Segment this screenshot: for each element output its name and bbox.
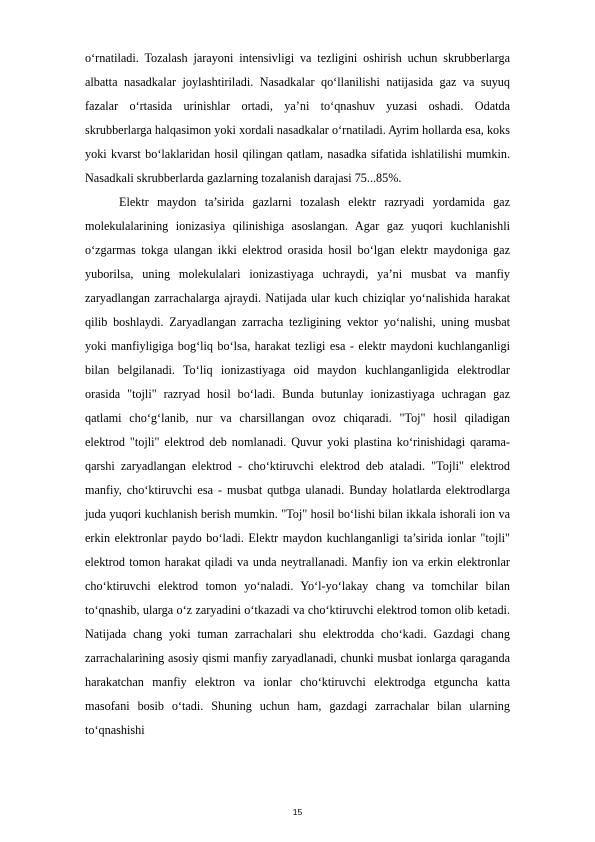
paragraph-continuation: o‘rnatiladi. Tozalash jarayoni intensivligi va tezligini oshirish uchun skrubberlarga albatta nasadkalar joylashtiriladi. Nasadkalar qo‘llanilishi natijasida gaz va suyuq fazalar o‘rtasida urinishlar ortadi, ya’ni to‘qnashuv yuzasi oshadi. Odatda skrubberlarga halqasimon yoki xordali nasadkalar o‘rnatiladi. Ayrim hollarda esa, koks yoki kvarst bo‘laklaridan hosil qilingan qatlam, nasadka sifatida ishlatilishi mumkin. Nasadkali skrubberlarda gazlarning tozalanish darajasi 75...85%. (85, 51, 510, 185)
page-number: 15 (292, 807, 303, 817)
paragraph-electric-field-cleaning: Elektr maydon ta’sirida gazlarni tozalash elektr razryadi yordamida gaz molekulalarining ionizasiya qilinishiga asoslangan. Agar gaz yuqori kuchlanishli o‘zgarmas tokga ulangan ikki elektrod orasida hosil bo‘lgan elektr maydoniga gaz yuborilsa, uning molekulalari ionizastiyaga uchraydi, ya’ni musbat va manfiy zaryadlangan zarrachalarga ajraydi. Natijada ular kuch chiziqlar yo‘nalishida harakat qilib boshlaydi. Zaryadlangan zarracha tezligining vektor yo‘nalishi, uning musbat yoki manfiyligiga bog‘liq bo‘lsa, harakat tezligi esa - elektr maydoni kuchlanganligi bilan belgilanadi. To‘liq ionizastiyaga oid maydon kuchlanganligida elektrodlar orasida "tojli" razryad hosil bo‘ladi. Bunda butunlay ionizastiyaga uchragan gaz qatlami cho‘g‘lanib, nur va charsillangan ovoz chiqaradi. "Toj" hosil qiladigan elektrod "tojli" elektrod deb nomlanadi. Quvur yoki plastina ko‘rinishidagi qarama-qarshi zaryadlangan elektrod - cho‘ktiruvchi elektrod deb ataladi. "Tojli" elektrod manfiy, cho‘ktiruvchi esa - musbat qutbga ulanadi. Bunday holatlarda elektrodlarga juda yuqori kuchlanish berish mumkin. "Toj" hosil bo‘lishi bilan ikkala ishorali ion va erkin elektronlar paydo bo‘ladi. Elektr maydon kuchlanganligi ta’sirida ionlar "tojli" elektrod tomon harakat qiladi va unda neytrallanadi. Manfiy ion va erkin elektronlar cho‘ktiruvchi elektrod tomon yo‘naladi. Yo‘l-yo‘lakay chang va tomchilar bilan to‘qnashib, ularga o‘z zaryadini o‘tkazadi va cho‘ktiruvchi elektrod tomon olib ketadi. Natijada chang yoki tuman zarrachalari shu elektrodda cho‘kadi. Gazdagi chang zarrachalarining asosiy qismi manfiy zaryadlanadi, chunki musbat ionlarga qaraganda harakatchan manfiy elektron va ionlar cho‘ktiruvchi elektrodga etguncha katta masofani bosib o‘tadi. Shuning uchun ham, gazdagi zarrachalar bilan ularning to‘qnashishi (85, 195, 510, 737)
document-page (85, 46, 510, 742)
